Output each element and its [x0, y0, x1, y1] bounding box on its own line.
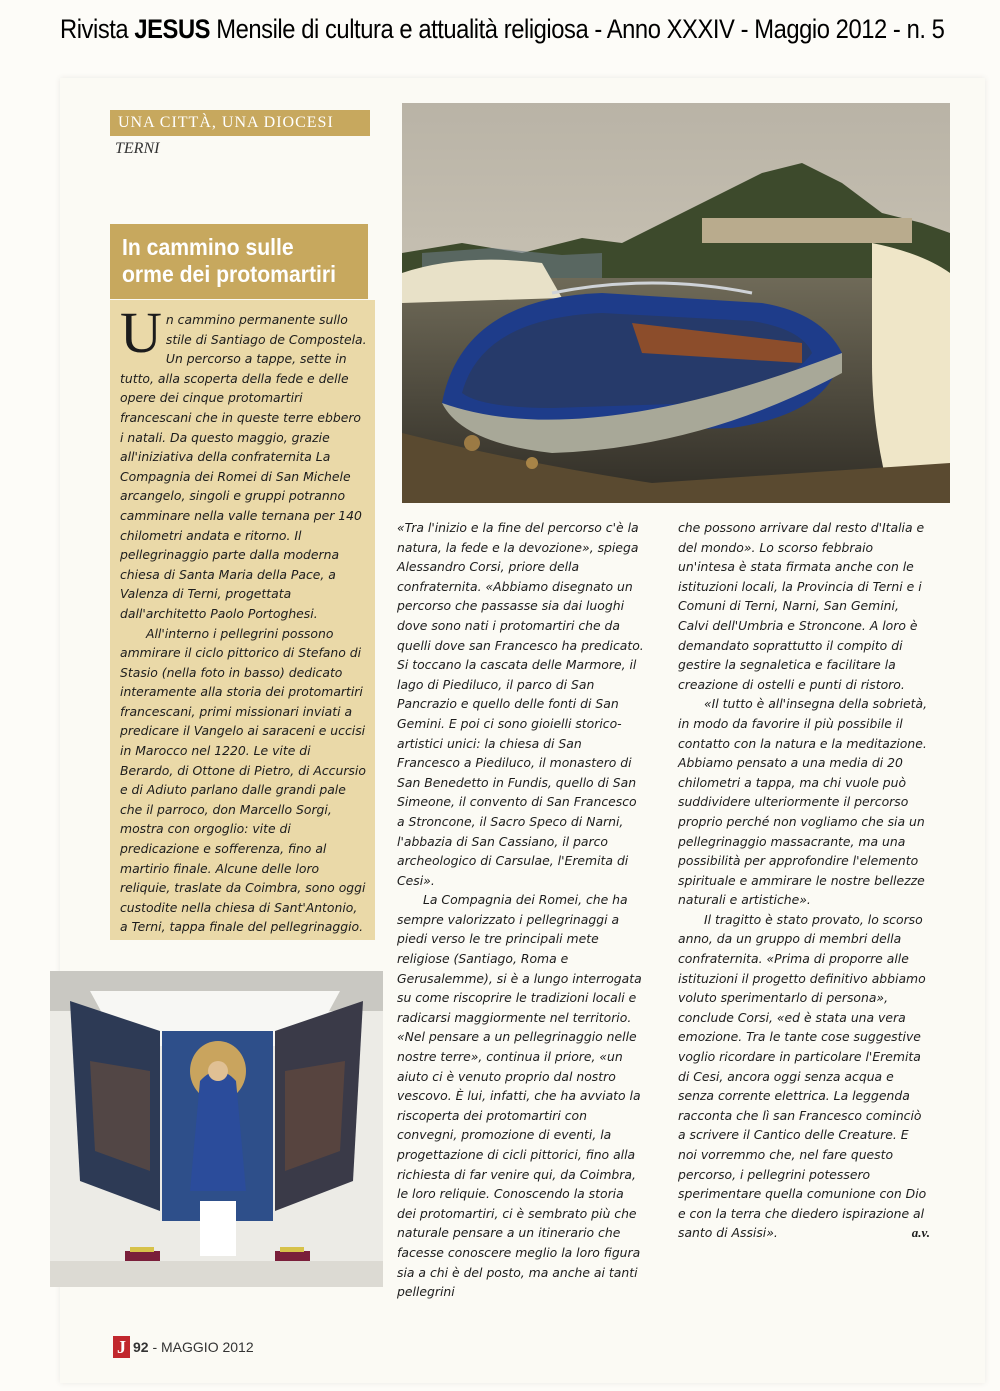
- article-title-box: [110, 224, 368, 299]
- body-column-3: [678, 518, 930, 1243]
- paragraph-2: All'interno i pellegrini possono ammirare il ciclo pittorico di Stefano di Stasio (nella foto in basso) dedicato interamente alla storia dei protomartiri francescani, primi missionari inviati a predicare il Vangelo ai saraceni e uccisi in Marocco nel 1220. Le vite di Berardo, di Ottone di Pietro, di Accursio e di Adiuto parlano dalle grandi pale che il parroco, don Marcello Sorgi, mostra con orgoglio: vite di predicazione e sofferenza, fino al martirio finale. Alcune delle loro reliquie, traslate da Coimbra, sono oggi custodite nella chiesa di Sant'Antonio, a Terni, tappa finale del pellegrinaggio.: [120, 625, 366, 935]
- magazine-prefix: Rivista: [60, 14, 135, 44]
- intro-paragraph: [120, 300, 367, 624]
- paragraph-7-text: Il tragitto è stato provato, lo scorso anno, da un gruppo di membri della confraternita. «Prima di proporre alle istituzioni il progetto definitivo abbiamo voluto sperimentarlo di persona», conclude Corsi, «ed è stata una vera emozione. Tra le tante cose suggestive voglio ricordare in particolare l'Eremita di Cesi, ancora oggi senza acqua e senza corrente elettrica. La leggenda racconta che lì san Francesco cominciò a scrivere il Cantico delle Creature. E noi vorremmo che, nel fare questo percorso, i pellegrini potessero sperimentare quella comunione con Dio e con la terra che diedero ispirazione al santo di Assisi».: [678, 911, 927, 1241]
- section-label: UNA CITTÀ, UNA DIOCESI: [110, 110, 370, 136]
- paragraph-1-text: n cammino permanente sullo stile di Santiago de Compostela. Un percorso a tappe, sette in tutto, alla scoperta della fede e delle opere dei cinque protomartiri francescani che in queste terre ebbero i natali. Da questo maggio, grazie all'iniziativa della confraternita La Compagnia dei Romei di San Michele arcangelo, singoli e gruppi potranno camminare nella valle ternana per 140 chilometri andata e ritorno. Il pellegrinaggio parte dalla moderna chiesa di Santa Maria della Pace, a Valenza di Terni, progettata dall'architetto Paolo Portoghesi.: [120, 312, 367, 621]
- dropcap: U: [120, 300, 162, 365]
- paragraph-3: «Tra l'inizio e la fine del percorso c'è la natura, la fede e la devozione», spiega Alessandro Corsi, priore della confraternita. «Abbiamo disegnato un percorso che passasse sia dai luoghi dove sono nati i protomartiri che da quelli dove san Francesco ha predicato. Si toccano la cascata delle Marmore, il lago di Piediluco, il parco di San Pancrazio e quello delle fonti di San Gemini. E poi ci sono gioielli storico-artistici unici: la chiesa di San Francesco a Piediluco, il monastero di San Benedetto in Fundis, quello di San Simeone, il convento di San Francesco a Stroncone, il Sacro Speco di Narni, l'abbazia di San Cassiano, il parco archeologico di Carsulae, l'Eremita di Cesi».: [397, 520, 644, 888]
- lake-boat-illustration: [402, 103, 950, 503]
- lake-boat-photo: [402, 103, 950, 503]
- magazine-name: JESUS: [134, 14, 211, 44]
- paragraph-6: «Il tutto è all'insegna della sobrietà, in modo da favorire il più possibile il contatto con la natura e la meditazione. Abbiamo pensato a una media di 20 chilometri a tappa, ma chi vuole può suddividere ulteriormente il percorso proprio perché non vogliamo che sia un pellegrinaggio massacrante, ma una possibilità per approfondire l'elemento spirituale e ammirare le nostre bellezze naturali e artistiche».: [678, 696, 928, 908]
- page-footer: [113, 1336, 254, 1358]
- issue-date: - MAGGIO 2012: [148, 1339, 254, 1355]
- title-line-2: orme dei protomartiri: [122, 261, 337, 287]
- article-title: [122, 234, 337, 288]
- page-header: [60, 14, 945, 45]
- page-number: 92: [133, 1339, 149, 1355]
- magazine-suffix: Mensile di cultura e attualità religiosa - Anno XXXIV - Maggio 2012 - n. 5: [210, 14, 945, 44]
- paragraph-7: [678, 910, 930, 1243]
- paragraph-4: La Compagnia dei Romei, che ha sempre valorizzato i pellegrinaggi a piedi verso le tre principali mete religiose (Santiago, Roma e Gerusalemme), si è a lungo interrogata su come riscoprire le tradizioni locali e radicarsi maggiormente nel territorio. «Nel pensare a un pellegrinaggio nelle nostre terre», continua il priore, «un aiuto ci è venuto proprio dal nostro vescovo. È lui, infatti, che ha avviato la riscoperta dei protomartiri con convegni, promozione di eventi, la progettazione di cicli pittorici, fino alla richiesta di far venire qui, da Coimbra, le loro reliquie. Conoscendo la storia dei protomartiri, ci è sembrato più che naturale pensare a un itinerario che facesse conoscere meglio la loro figura sia a chi è del posto, ma anche ai tanti pellegrini: [397, 892, 642, 1300]
- paragraph-5: che possono arrivare dal resto d'Italia e del mondo». Lo scorso febbraio un'intesa è stata firmata anche con le istituzioni locali, la Provincia di Terni e i Comuni di Terni, Narni, San Gemini, Calvi dell'Umbria e Stroncone. A loro è demandato soprattutto il compito di gestire la segnaletica e facilitare la creazione di ostelli e punti di ristoro.: [678, 520, 925, 692]
- jesus-logo: J: [113, 1336, 130, 1358]
- church-altar-illustration: [50, 971, 383, 1287]
- title-line-1: In cammino sulle: [122, 234, 294, 260]
- author-signature: a.v.: [911, 1225, 930, 1241]
- section-city: TERNI: [115, 140, 160, 157]
- body-column-2: [397, 518, 645, 1302]
- intro-column: [110, 300, 375, 940]
- church-paintings-photo: [50, 971, 383, 1287]
